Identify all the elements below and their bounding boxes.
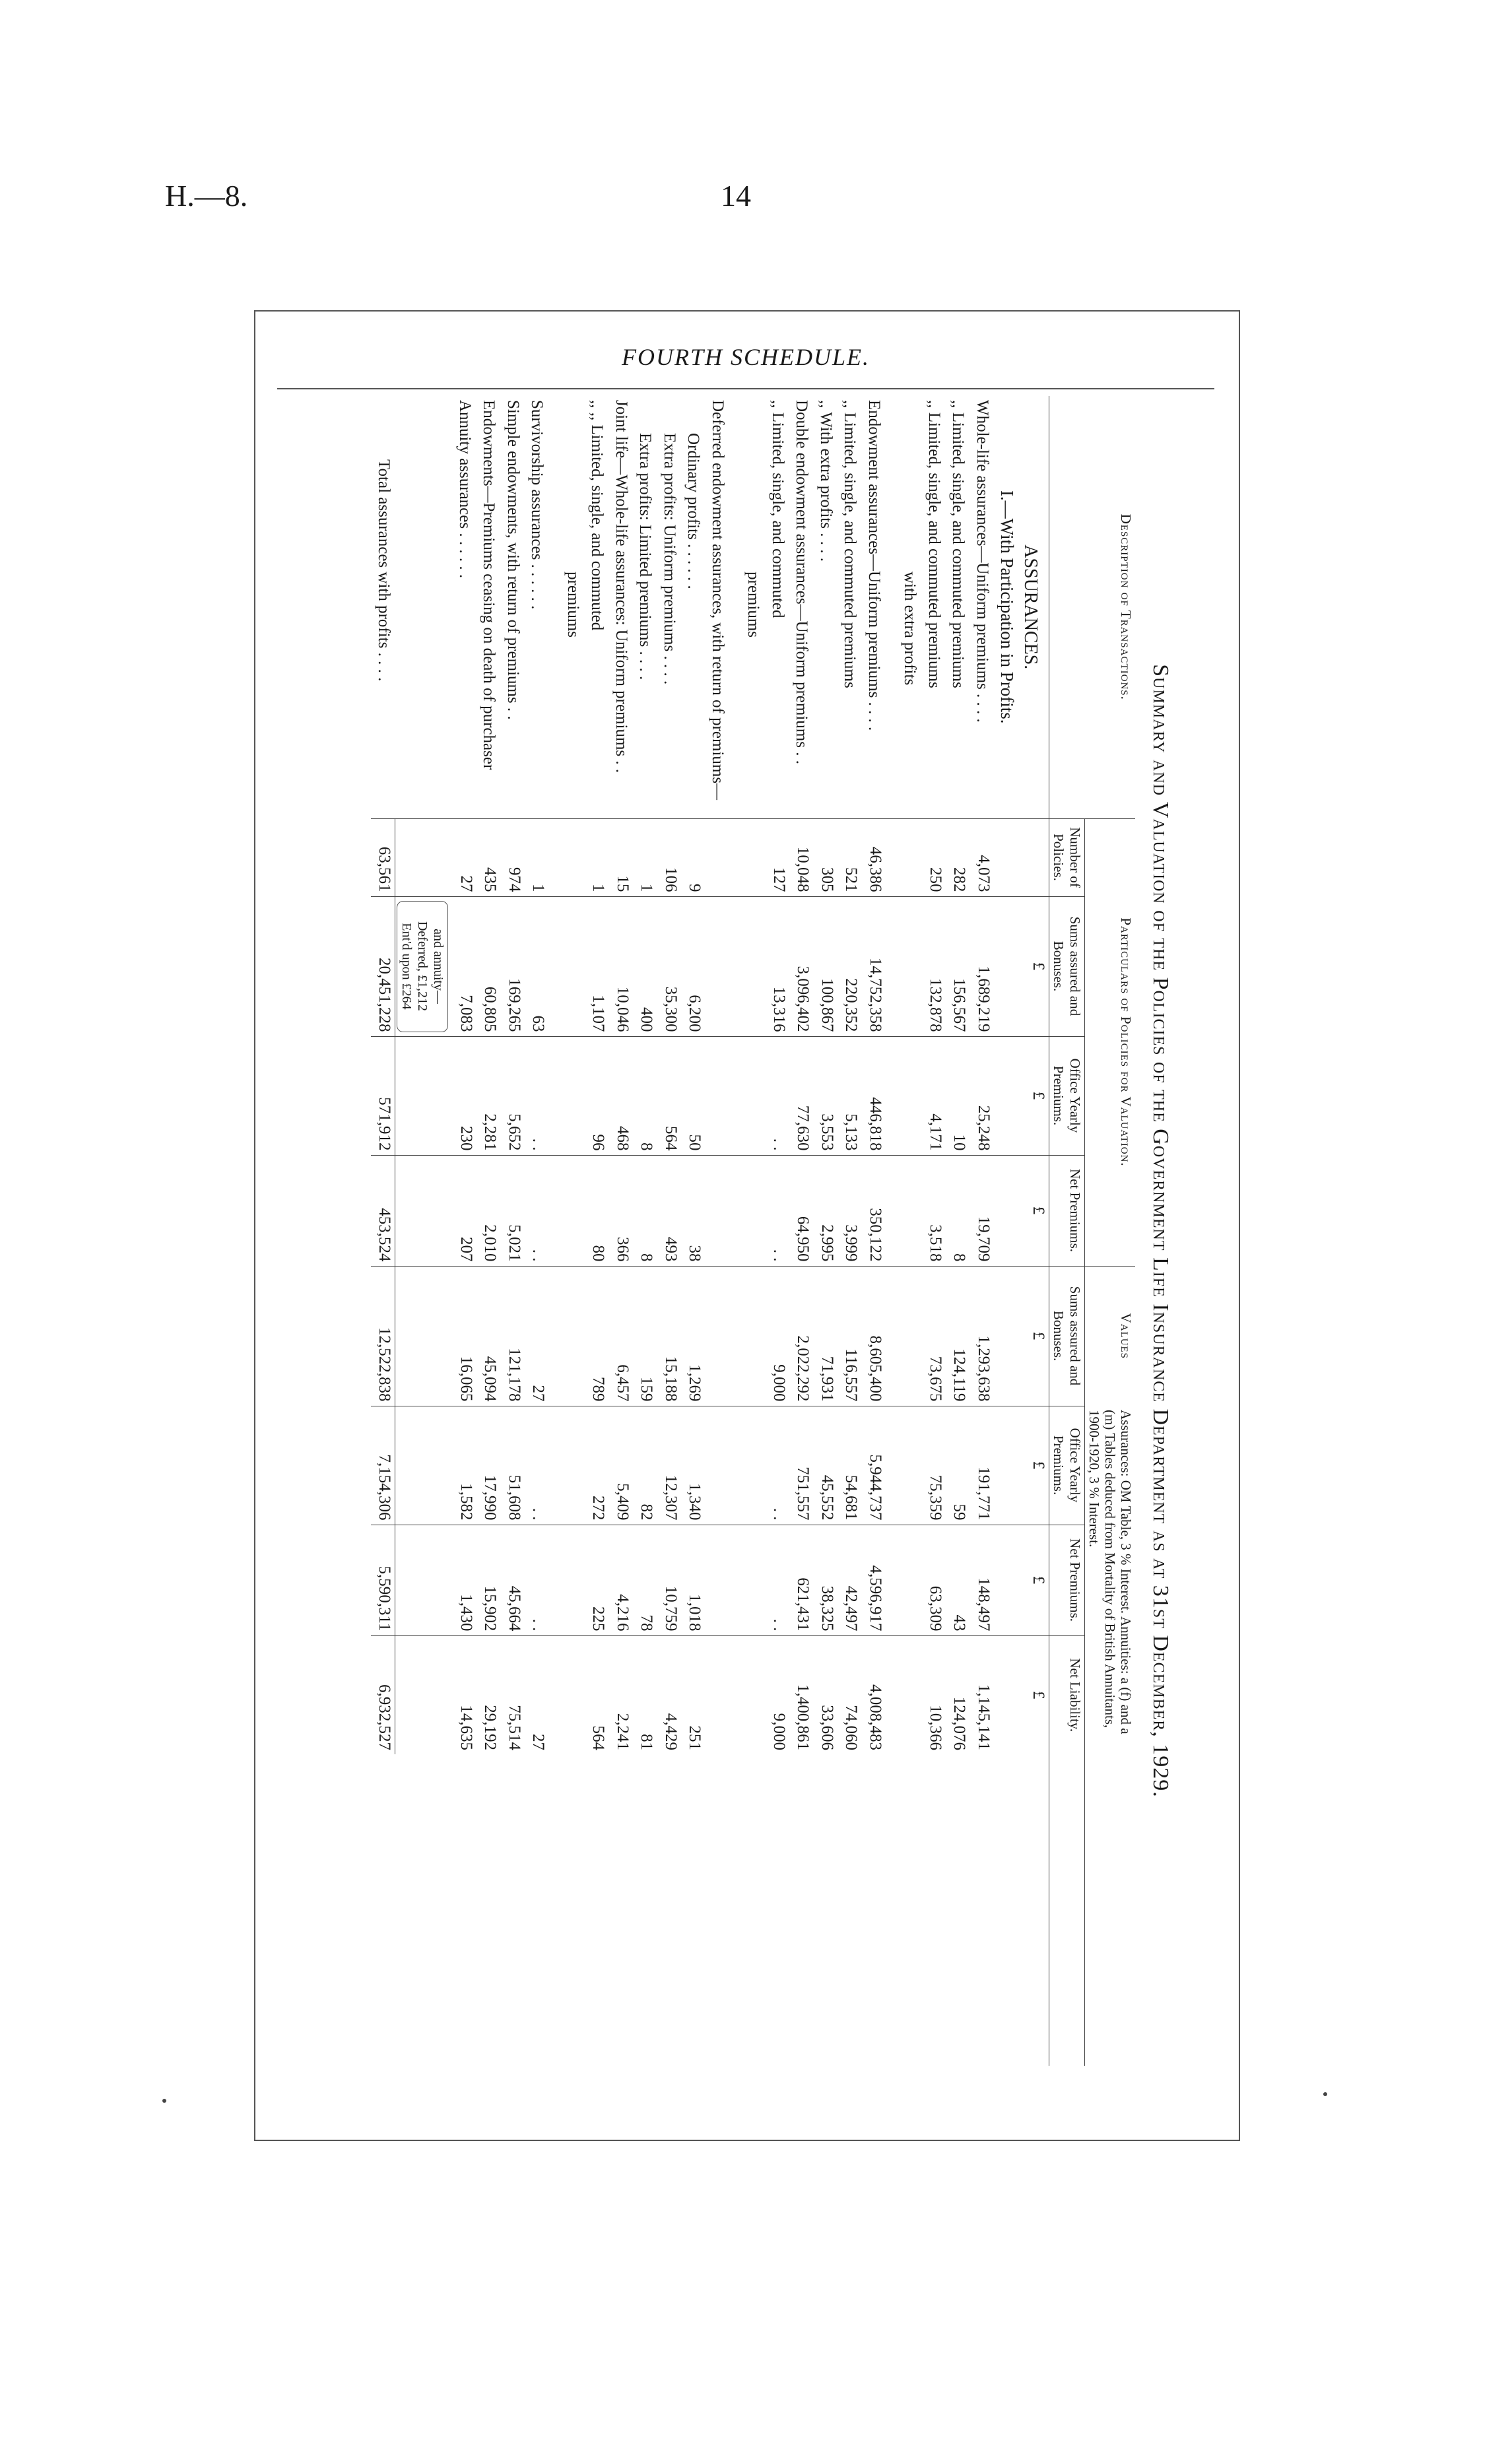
- row-description: ,, Limited, single, and commuted premiums: [949, 400, 968, 688]
- cell-values-sums-assured: 71,931: [813, 1266, 838, 1406]
- cell-values-office-yearly-premiums: 12,307: [657, 1406, 681, 1525]
- cell-office-yearly-premiums: [898, 1036, 922, 1155]
- table-row: [500, 396, 525, 2066]
- cell-net-liability: 1,145,141: [970, 1635, 994, 1754]
- cell-policies: 10,048: [789, 818, 814, 896]
- cell-values-office-yearly-premiums: 272: [585, 1406, 609, 1525]
- cell-policies: 4,073: [970, 818, 994, 896]
- total-sums-assured: 20,451,228: [371, 896, 395, 1036]
- annuity-note-line: and annuity—: [431, 929, 446, 1004]
- table-row: [681, 396, 706, 2066]
- cell-values-sums-assured: 121,178: [500, 1266, 525, 1406]
- total-label: Total assurances with profits . . . .: [374, 459, 393, 682]
- header-values-sums-assured: Sums assured and Bonuses.: [1049, 1266, 1084, 1406]
- cell-values-net-premiums: . .: [525, 1525, 549, 1635]
- cell-net-premiums: . .: [765, 1155, 789, 1266]
- cell-values-sums-assured: 6,457: [608, 1266, 633, 1406]
- row-description: ,, Limited, single, and commuted premiums: [841, 400, 859, 688]
- section-subtitle: I.—With Participation in Profits.: [997, 490, 1017, 724]
- cell-sums-assured: 100,867: [813, 896, 838, 1036]
- cell-policies: [741, 818, 766, 896]
- cell-net-liability: 251: [681, 1635, 706, 1754]
- cell-net-liability: [741, 1635, 766, 1754]
- cell-values-office-yearly-premiums: 51,608: [500, 1406, 525, 1525]
- cell-values-net-premiums: 621,431: [789, 1525, 814, 1635]
- cell-office-yearly-premiums: 446,818: [861, 1036, 886, 1155]
- cell-policies: 15: [608, 818, 633, 896]
- cell-values-sums-assured: [898, 1266, 922, 1406]
- cell-policies: 46,386: [861, 818, 886, 896]
- table-body: [395, 396, 994, 2066]
- cell-sums-assured: 1,689,219: [970, 896, 994, 1036]
- table-row: [452, 396, 477, 2066]
- annuity-note: [397, 901, 448, 1032]
- header-number-of-policies: Number of Policies.: [1049, 818, 1084, 896]
- cell-net-liability: 10,366: [921, 1635, 946, 1754]
- cell-sums-assured: [741, 896, 766, 1036]
- row-description: premiums: [564, 572, 582, 638]
- row-description: Endowments—Premiums ceasing on death of purchaser: [480, 400, 498, 770]
- cell-values-office-yearly-premiums: . .: [765, 1406, 789, 1525]
- cell-office-yearly-premiums: 25,248: [970, 1036, 994, 1155]
- table-row: [765, 396, 789, 2066]
- row-description: Whole-life assurances—Uniform premiums . . . .: [973, 400, 991, 723]
- total-values-office-yearly-premiums: 7,154,306: [371, 1406, 395, 1525]
- cell-values-net-premiums: 10,759: [657, 1525, 681, 1635]
- cell-net-liability: 74,060: [838, 1635, 862, 1754]
- cell-values-office-yearly-premiums: [705, 1406, 729, 1525]
- cell-net-liability: 1,400,861: [789, 1635, 814, 1754]
- cell-net-premiums: 38: [681, 1155, 706, 1266]
- total-policies: 63,561: [371, 818, 395, 896]
- row-description: Extra profits: Uniform premiums . . . .: [660, 433, 678, 685]
- cell-net-liability: 81: [633, 1635, 657, 1754]
- rotated-table-block: [264, 396, 1181, 2066]
- cell-net-premiums: 80: [585, 1155, 609, 1266]
- cell-values-sums-assured: [705, 1266, 729, 1406]
- row-description: ,, Limited, single, and commuted premiums: [925, 400, 943, 688]
- cell-policies: 127: [765, 818, 789, 896]
- cell-values-office-yearly-premiums: 1,340: [681, 1406, 706, 1525]
- cell-policies: [560, 818, 585, 896]
- cell-values-office-yearly-premiums: 17,990: [477, 1406, 501, 1525]
- cell-sums-assured: 156,567: [946, 896, 970, 1036]
- cell-sums-assured: 14,752,358: [861, 896, 886, 1036]
- currency-row: [994, 396, 1049, 2066]
- cell-office-yearly-premiums: 96: [585, 1036, 609, 1155]
- cell-values-office-yearly-premiums: 751,557: [789, 1406, 814, 1525]
- row-description: premiums: [744, 572, 763, 638]
- cell-net-liability: 33,606: [813, 1635, 838, 1754]
- cell-net-liability: 4,429: [657, 1635, 681, 1754]
- cell-net-liability: 14,635: [452, 1635, 477, 1754]
- top-rule: [277, 388, 1214, 389]
- cell-net-premiums: 3,999: [838, 1155, 862, 1266]
- cell-net-premiums: 2,995: [813, 1155, 838, 1266]
- cell-office-yearly-premiums: 468: [608, 1036, 633, 1155]
- table-row: [946, 396, 970, 2066]
- cell-policies: 9: [681, 818, 706, 896]
- table-row: [861, 396, 886, 2066]
- cell-office-yearly-premiums: 3,553: [813, 1036, 838, 1155]
- cell-values-office-yearly-premiums: 5,944,737: [861, 1406, 886, 1525]
- currency-sign: £: [1030, 1206, 1048, 1215]
- cell-values-net-premiums: 4,216: [608, 1525, 633, 1635]
- cell-sums-assured: 3,096,402: [789, 896, 814, 1036]
- cell-office-yearly-premiums: 5,133: [838, 1036, 862, 1155]
- cell-values-sums-assured: 73,675: [921, 1266, 946, 1406]
- cell-sums-assured: 10,046: [608, 896, 633, 1036]
- cell-policies: 106: [657, 818, 681, 896]
- table-row: [789, 396, 814, 2066]
- cell-values-sums-assured: 15,188: [657, 1266, 681, 1406]
- cell-policies: [898, 818, 922, 896]
- cell-values-sums-assured: 124,119: [946, 1266, 970, 1406]
- cell-net-premiums: 493: [657, 1155, 681, 1266]
- cell-office-yearly-premiums: 50: [681, 1036, 706, 1155]
- cell-values-sums-assured: [560, 1266, 585, 1406]
- table-row: [560, 396, 585, 2066]
- cell-values-net-premiums: 148,497: [970, 1525, 994, 1635]
- cell-policies: 27: [452, 818, 477, 896]
- cell-net-premiums: 8: [633, 1155, 657, 1266]
- cell-values-net-premiums: 15,902: [477, 1525, 501, 1635]
- row-description: Simple endowments, with return of premiums . .: [504, 400, 522, 720]
- table-row: [608, 396, 633, 2066]
- cell-policies: 1: [633, 818, 657, 896]
- cell-net-premiums: 366: [608, 1155, 633, 1266]
- total-net-liability: 6,932,527: [371, 1635, 395, 1754]
- cell-office-yearly-premiums: . .: [765, 1036, 789, 1155]
- cell-office-yearly-premiums: 2,281: [477, 1036, 501, 1155]
- header-net-liability: Net Liability.: [1049, 1635, 1084, 1754]
- table-row: [477, 396, 501, 2066]
- cell-values-sums-assured: 45,094: [477, 1266, 501, 1406]
- cell-net-liability: 4,008,483: [861, 1635, 886, 1754]
- cell-values-net-premiums: 225: [585, 1525, 609, 1635]
- table-row: [705, 396, 729, 2066]
- cell-office-yearly-premiums: 77,630: [789, 1036, 814, 1155]
- cell-sums-assured: 169,265: [500, 896, 525, 1036]
- header-description: Description of Transactions.: [1118, 513, 1134, 700]
- cell-values-sums-assured: 159: [633, 1266, 657, 1406]
- cell-net-premiums: . .: [525, 1155, 549, 1266]
- table-row: [525, 396, 549, 2066]
- cell-sums-assured: 400: [633, 896, 657, 1036]
- cell-values-net-premiums: [560, 1525, 585, 1635]
- cell-policies: [705, 818, 729, 896]
- currency-sign: £: [1030, 1091, 1048, 1100]
- table-row: [813, 396, 838, 2066]
- cell-values-office-yearly-premiums: . .: [525, 1406, 549, 1525]
- table-row: [633, 396, 657, 2066]
- row-description: Joint life—Whole-life assurances: Uniform premiums . .: [612, 400, 630, 774]
- cell-office-yearly-premiums: 230: [452, 1036, 477, 1155]
- cell-policies: 974: [500, 818, 525, 896]
- cell-values-sums-assured: 116,557: [838, 1266, 862, 1406]
- cell-values-sums-assured: 2,022,292: [789, 1266, 814, 1406]
- cell-office-yearly-premiums: [560, 1036, 585, 1155]
- cell-values-net-premiums: 42,497: [838, 1525, 862, 1635]
- cell-policies: 250: [921, 818, 946, 896]
- cell-net-premiums: 8: [946, 1155, 970, 1266]
- header-sums-assured: Sums assured and Bonuses.: [1049, 896, 1084, 1036]
- cell-net-liability: [705, 1635, 729, 1754]
- cell-net-premiums: 2,010: [477, 1155, 501, 1266]
- group-spacer: [886, 396, 898, 2066]
- cell-values-net-premiums: . .: [765, 1525, 789, 1635]
- cell-net-premiums: [560, 1155, 585, 1266]
- header-values-office-yearly-premiums: Office Yearly Premiums.: [1049, 1406, 1084, 1525]
- cell-net-liability: 27: [525, 1635, 549, 1754]
- header-values: Values: [1084, 1266, 1135, 1406]
- cell-sums-assured: 132,878: [921, 896, 946, 1036]
- cell-policies: 521: [838, 818, 862, 896]
- cell-values-office-yearly-premiums: 75,359: [921, 1406, 946, 1525]
- cell-office-yearly-premiums: [741, 1036, 766, 1155]
- cell-values-net-premiums: 78: [633, 1525, 657, 1635]
- row-description: ,, With extra profits . . . .: [816, 400, 835, 562]
- cell-policies: 305: [813, 818, 838, 896]
- cell-net-premiums: 3,518: [921, 1155, 946, 1266]
- header-values-net-premiums: Net Premiums.: [1049, 1525, 1084, 1635]
- cell-sums-assured: 220,352: [838, 896, 862, 1036]
- summary-title: Summary and Valuation of the Policies of the Government Life Insurance Department as at 31st December, 1929.: [1148, 664, 1173, 1798]
- header-values-basis: Assurances: OM Table, 3 % Interest. Annuities: a (f) and a (m) Tables deduced from Mortality of British Annuitants, 1900-1920, 3 % Interest.: [1084, 1406, 1135, 1754]
- cell-values-office-yearly-premiums: [898, 1406, 922, 1525]
- currency-sign: £: [1030, 1691, 1048, 1699]
- cell-policies: 1: [525, 818, 549, 896]
- cell-office-yearly-premiums: 4,171: [921, 1036, 946, 1155]
- row-description: with extra profits: [901, 572, 919, 686]
- currency-sign: £: [1030, 962, 1048, 971]
- cell-net-premiums: 207: [452, 1155, 477, 1266]
- cell-net-premiums: 5,021: [500, 1155, 525, 1266]
- cell-values-office-yearly-premiums: 191,771: [970, 1406, 994, 1525]
- cell-values-net-premiums: [898, 1525, 922, 1635]
- cell-policies: 1: [585, 818, 609, 896]
- annuity-note-line: Ent'd upon £264: [399, 923, 414, 1010]
- cell-sums-assured: [898, 896, 922, 1036]
- cell-office-yearly-premiums: 8: [633, 1036, 657, 1155]
- cell-values-office-yearly-premiums: 5,409: [608, 1406, 633, 1525]
- cell-values-sums-assured: 9,000: [765, 1266, 789, 1406]
- cell-office-yearly-premiums: 564: [657, 1036, 681, 1155]
- page-number: 14: [721, 179, 751, 213]
- cell-sums-assured: 60,805: [477, 896, 501, 1036]
- currency-sign: £: [1030, 1331, 1048, 1340]
- cell-values-net-premiums: 38,325: [813, 1525, 838, 1635]
- cell-values-office-yearly-premiums: 82: [633, 1406, 657, 1525]
- cell-office-yearly-premiums: 5,652: [500, 1036, 525, 1155]
- cell-office-yearly-premiums: 10: [946, 1036, 970, 1155]
- row-description: Ordinary profits . . . . . .: [684, 433, 703, 589]
- group-spacer: [729, 396, 741, 2066]
- table-row: [921, 396, 946, 2066]
- cell-values-net-premiums: 4,596,917: [861, 1525, 886, 1635]
- total-values-sums-assured: 12,522,838: [371, 1266, 395, 1406]
- cell-values-office-yearly-premiums: 1,582: [452, 1406, 477, 1525]
- cell-policies: 282: [946, 818, 970, 896]
- annuity-note-row: [395, 396, 453, 2066]
- cell-net-premiums: 64,950: [789, 1155, 814, 1266]
- cell-sums-assured: 6,200: [681, 896, 706, 1036]
- cell-sums-assured: 1,107: [585, 896, 609, 1036]
- cell-values-net-premiums: [741, 1525, 766, 1635]
- cell-sums-assured: 35,300: [657, 896, 681, 1036]
- cell-net-premiums: 19,709: [970, 1155, 994, 1266]
- cell-values-net-premiums: 1,018: [681, 1525, 706, 1635]
- cell-net-liability: 124,076: [946, 1635, 970, 1754]
- header-particulars: Particulars of Policies for Valuation.: [1084, 818, 1135, 1266]
- row-description: Survivorship assurances . . . . . .: [528, 400, 546, 610]
- cell-values-net-premiums: 43: [946, 1525, 970, 1635]
- cell-sums-assured: [560, 896, 585, 1036]
- cell-values-office-yearly-premiums: [741, 1406, 766, 1525]
- cell-values-net-premiums: [705, 1525, 729, 1635]
- cell-net-liability: 2,241: [608, 1635, 633, 1754]
- table-row: [838, 396, 862, 2066]
- cell-values-office-yearly-premiums: 54,681: [838, 1406, 862, 1525]
- row-description: Double endowment assurances—Uniform premiums . .: [793, 400, 811, 764]
- cell-net-premiums: [741, 1155, 766, 1266]
- header-office-yearly-premiums: Office Yearly Premiums.: [1049, 1036, 1084, 1155]
- cell-net-liability: [560, 1635, 585, 1754]
- table-row: [657, 396, 681, 2066]
- cell-net-liability: 9,000: [765, 1635, 789, 1754]
- speck: [1323, 2092, 1327, 2096]
- row-description: ,, ,, Limited, single, and commuted: [588, 400, 607, 631]
- cell-sums-assured: 7,083: [452, 896, 477, 1036]
- cell-values-sums-assured: 1,293,638: [970, 1266, 994, 1406]
- cell-net-liability: 75,514: [500, 1635, 525, 1754]
- cell-values-net-premiums: 1,430: [452, 1525, 477, 1635]
- document-reference: H.—8.: [165, 179, 248, 213]
- cell-sums-assured: [705, 896, 729, 1036]
- row-description: Annuity assurances . . . . . .: [455, 400, 474, 579]
- cell-values-net-premiums: 45,664: [500, 1525, 525, 1635]
- cell-net-liability: 564: [585, 1635, 609, 1754]
- cell-net-premiums: [705, 1155, 729, 1266]
- row-description: ,, Limited, single, and commuted: [768, 400, 787, 618]
- cell-values-office-yearly-premiums: 45,552: [813, 1406, 838, 1525]
- cell-office-yearly-premiums: . .: [525, 1036, 549, 1155]
- cell-values-sums-assured: 8,605,400: [861, 1266, 886, 1406]
- cell-values-net-premiums: 63,309: [921, 1525, 946, 1635]
- cell-net-liability: [898, 1635, 922, 1754]
- table-row: [741, 396, 766, 2066]
- speck: [162, 2099, 166, 2103]
- valuation-table: [371, 396, 1135, 2066]
- total-row: [371, 396, 395, 2066]
- row-description: Endowment assurances—Uniform premiums . . . .: [865, 400, 883, 731]
- cell-sums-assured: 63: [525, 896, 549, 1036]
- currency-sign: £: [1030, 1575, 1048, 1585]
- cell-net-premiums: 350,122: [861, 1155, 886, 1266]
- cell-sums-assured: 13,316: [765, 896, 789, 1036]
- total-values-net-premiums: 5,590,311: [371, 1525, 395, 1635]
- row-description: Extra profits: Limited premiums . . . .: [636, 433, 655, 680]
- annuity-note-line: Deferred, £1,212: [415, 921, 430, 1012]
- cell-net-premiums: [898, 1155, 922, 1266]
- cell-values-sums-assured: 16,065: [452, 1266, 477, 1406]
- cell-values-office-yearly-premiums: 59: [946, 1406, 970, 1525]
- cell-net-liability: 29,192: [477, 1635, 501, 1754]
- currency-sign: £: [1030, 1461, 1048, 1470]
- table-row: [970, 396, 994, 2066]
- cell-values-sums-assured: 789: [585, 1266, 609, 1406]
- table-row: [585, 396, 609, 2066]
- table-row: [898, 396, 922, 2066]
- cell-values-office-yearly-premiums: [560, 1406, 585, 1525]
- section-title: ASSURANCES.: [1020, 544, 1041, 670]
- schedule-title: FOURTH SCHEDULE.: [621, 344, 870, 370]
- total-office-yearly-premiums: 571,912: [371, 1036, 395, 1155]
- header-net-premiums: Net Premiums.: [1049, 1155, 1084, 1266]
- total-net-premiums: 453,524: [371, 1155, 395, 1266]
- cell-values-sums-assured: 1,269: [681, 1266, 706, 1406]
- row-description: Deferred endowment assurances, with return of premiums—: [708, 400, 727, 801]
- cell-values-sums-assured: 27: [525, 1266, 549, 1406]
- cell-policies: 435: [477, 818, 501, 896]
- group-spacer: [548, 396, 560, 2066]
- cell-office-yearly-premiums: [705, 1036, 729, 1155]
- cell-values-sums-assured: [741, 1266, 766, 1406]
